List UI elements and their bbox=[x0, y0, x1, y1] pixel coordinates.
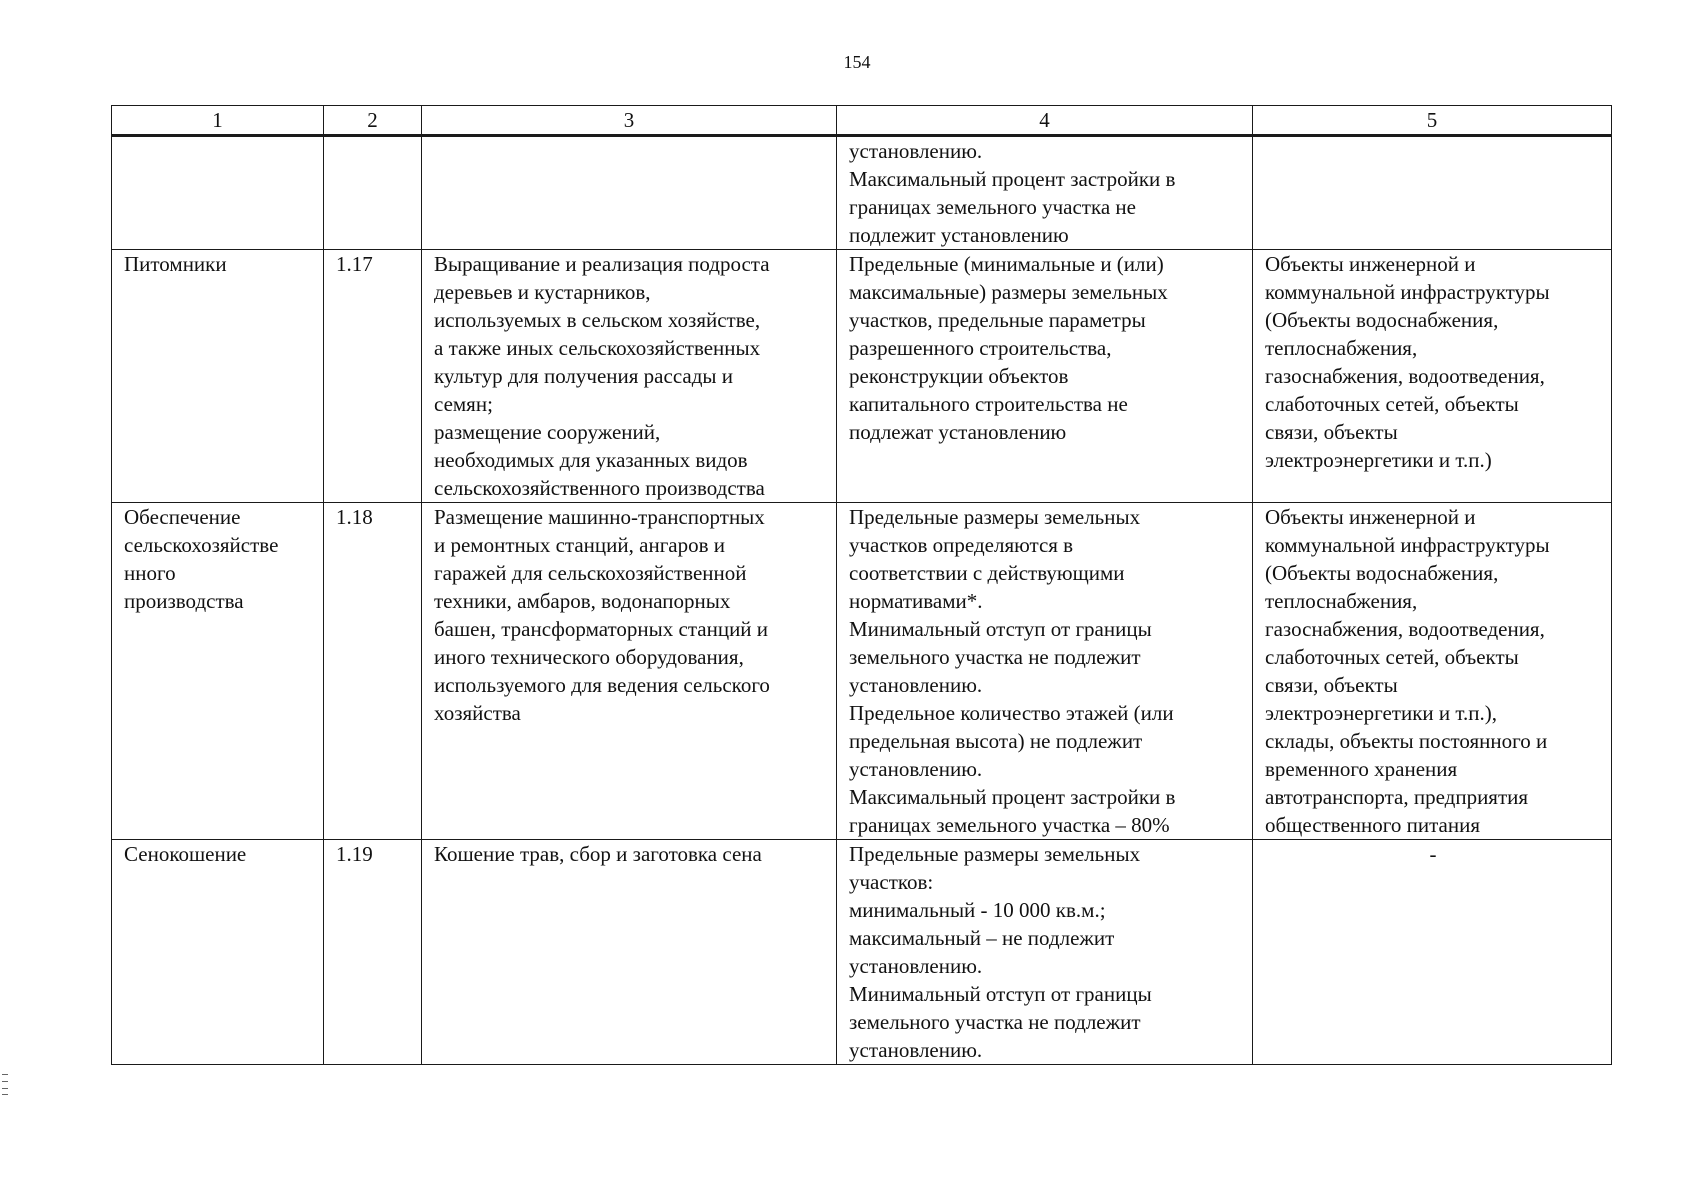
table-row bbox=[112, 503, 1612, 840]
table-row bbox=[112, 250, 1612, 503]
land-use-table bbox=[111, 105, 1612, 1065]
column-header-4: 4 bbox=[837, 106, 1253, 136]
auxiliary-uses-cell bbox=[1253, 136, 1612, 250]
use-description-cell: Выращивание и реализация подроста деревьев и кустарников, используемых в сельском хозяйстве, а также иных сельскохозяйственных культур для получения рассады и семян; размещение сооружений, необходимых для указанных видов сельскохозяйственного производства bbox=[422, 250, 837, 503]
column-header-2: 2 bbox=[324, 106, 422, 136]
auxiliary-uses-cell: Объекты инженерной и коммунальной инфраструктуры (Объекты водоснабжения, теплоснабжения, газоснабжения, водоотведения, слаботочных сетей, объекты связи, объекты электроэнергетики и т.п.), склады, объекты постоянного и временного хранения автотранспорта, предприятия общественного питания bbox=[1253, 503, 1612, 840]
use-code-cell: 1.18 bbox=[324, 503, 422, 840]
parameters-cell: Предельные размеры земельных участков: минимальный - 10 000 кв.м.; максимальный – не подлежит установлению. Минимальный отступ от границы земельного участка не подлежит установлению. bbox=[837, 840, 1253, 1065]
auxiliary-uses-cell: Объекты инженерной и коммунальной инфраструктуры (Объекты водоснабжения, теплоснабжения, газоснабжения, водоотведения, слаботочных сетей, объекты связи, объекты электроэнергетики и т.п.) bbox=[1253, 250, 1612, 503]
use-name-cell bbox=[112, 136, 324, 250]
table-header-row bbox=[112, 106, 1612, 136]
table-row bbox=[112, 840, 1612, 1065]
use-name-cell: Питомники bbox=[112, 250, 324, 503]
column-header-1: 1 bbox=[112, 106, 324, 136]
page-number: 154 bbox=[843, 52, 871, 72]
column-header-3: 3 bbox=[422, 106, 837, 136]
table-row bbox=[112, 136, 1612, 250]
use-description-cell bbox=[422, 136, 837, 250]
parameters-cell: установлению. Максимальный процент застройки в границах земельного участка не подлежит установлению bbox=[837, 136, 1253, 250]
scan-edge-mark bbox=[2, 1081, 8, 1082]
scan-edge-mark bbox=[2, 1094, 8, 1095]
use-code-cell: 1.17 bbox=[324, 250, 422, 503]
use-name-cell: Сенокошение bbox=[112, 840, 324, 1065]
use-name-cell: Обеспечение сельскохозяйстве нного производства bbox=[112, 503, 324, 840]
use-description-cell: Кошение трав, сбор и заготовка сена bbox=[422, 840, 837, 1065]
scan-edge-mark bbox=[2, 1074, 8, 1075]
use-code-cell: 1.19 bbox=[324, 840, 422, 1065]
use-code-cell bbox=[324, 136, 422, 250]
parameters-cell: Предельные размеры земельных участков определяются в соответствии с действующими нормативами*. Минимальный отступ от границы земельного участка не подлежит установлению. Предельное количество этажей (или предельная высота) не подлежит установлению. Максимальный процент застройки в границах земельного участка – 80% bbox=[837, 503, 1253, 840]
column-header-5: 5 bbox=[1253, 106, 1612, 136]
auxiliary-uses-cell: - bbox=[1253, 840, 1612, 1065]
use-description-cell: Размещение машинно-транспортных и ремонтных станций, ангаров и гаражей для сельскохозяйственной техники, амбаров, водонапорных башен, трансформаторных станций и иного технического оборудования, используемого для ведения сельского хозяйства bbox=[422, 503, 837, 840]
scan-edge-mark bbox=[2, 1088, 8, 1089]
parameters-cell: Предельные (минимальные и (или) максимальные) размеры земельных участков, предельные параметры разрешенного строительства, реконструкции объектов капитального строительства не подлежат установлению bbox=[837, 250, 1253, 503]
